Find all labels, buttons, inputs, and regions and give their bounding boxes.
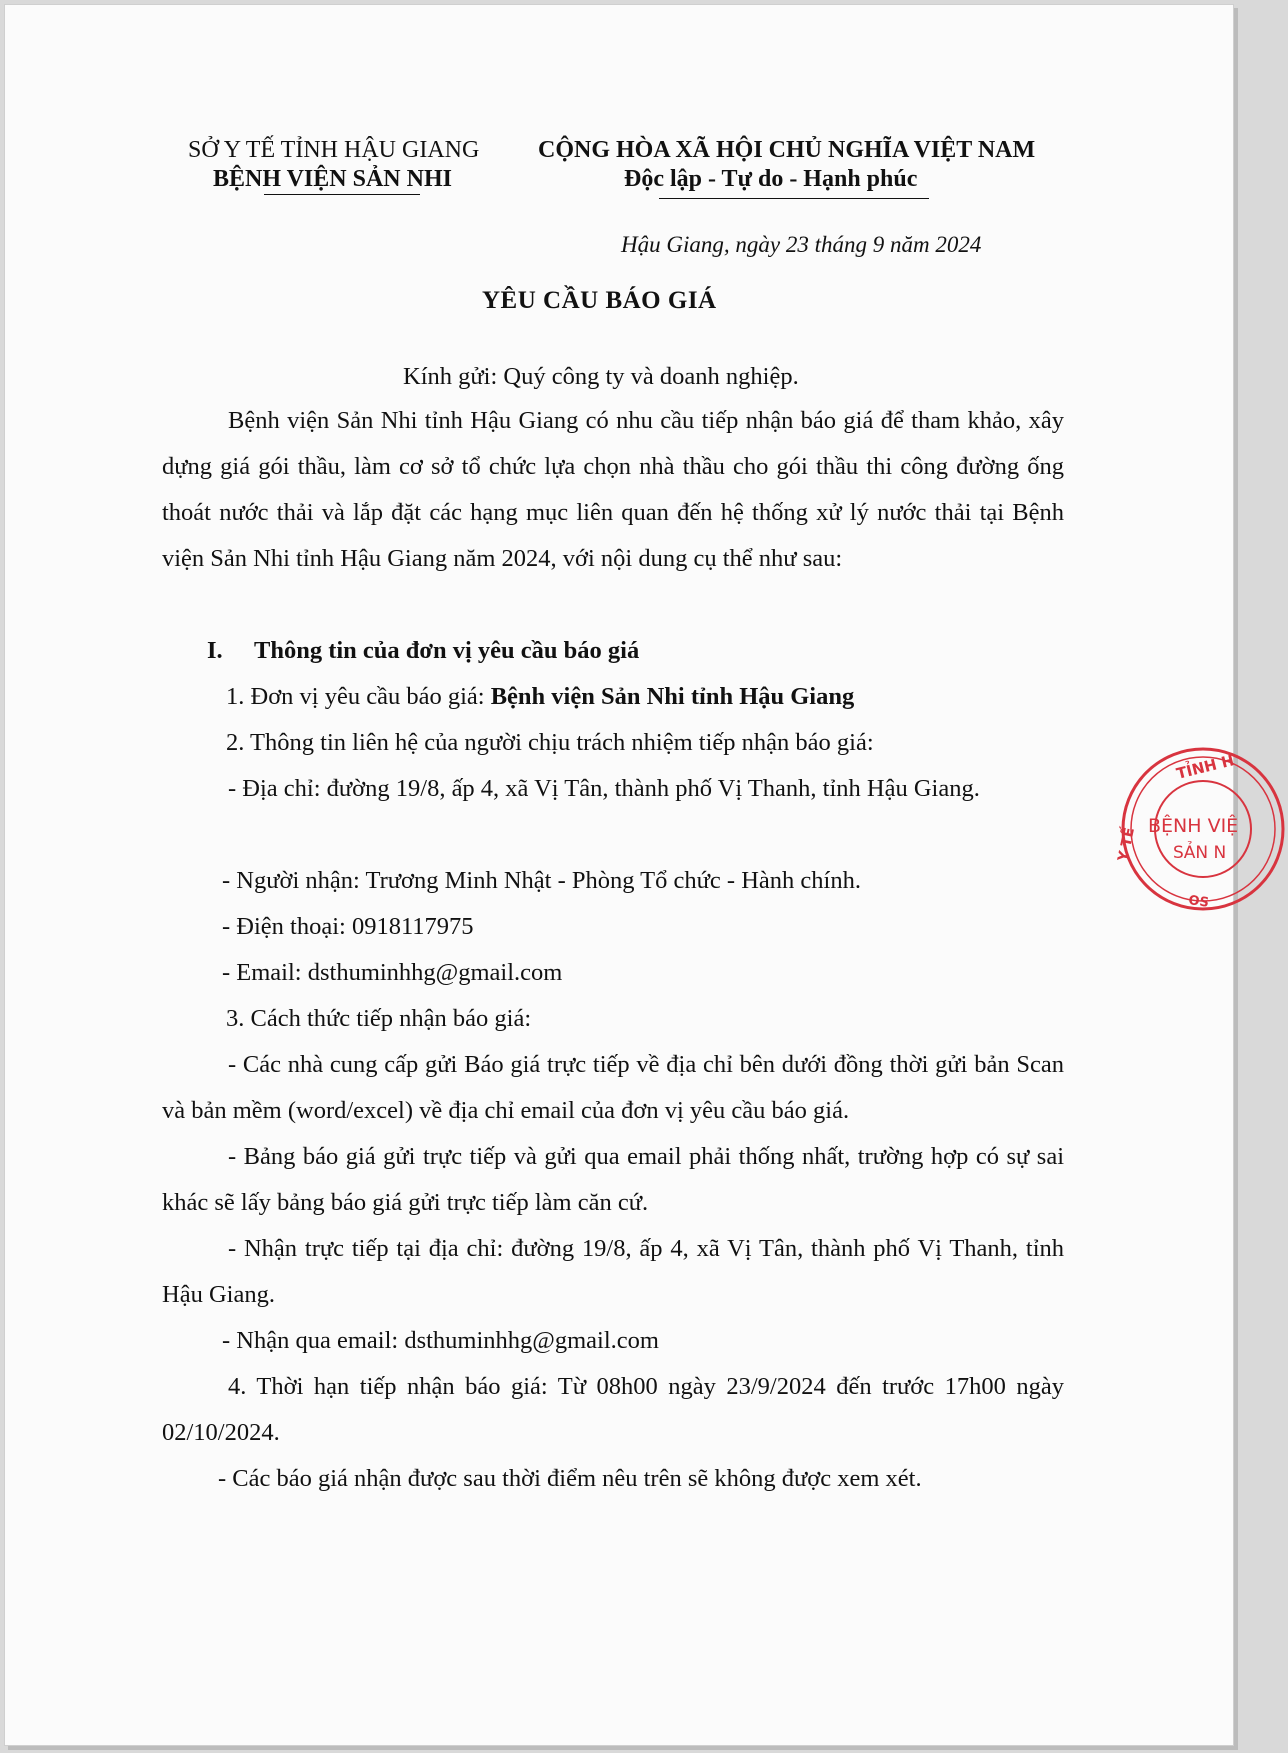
method-consistency: - Bảng báo giá gửi trực tiếp và gửi qua email phải thống nhất, trường hợp có sự sai khác sẽ lấy bảng báo giá gửi trực tiếp làm căn cứ. bbox=[162, 1143, 1064, 1216]
method-direct-address: - Nhận trực tiếp tại địa chỉ: đường 19/8, ấp 4, xã Vị Tân, thành phố Vị Thanh, tỉnh Hậu Giang. bbox=[162, 1235, 1064, 1308]
hospital-name: BỆNH VIỆN SẢN NHI bbox=[213, 166, 452, 192]
hospital-name-underline bbox=[264, 194, 420, 195]
date-line: Hậu Giang, ngày 23 tháng 9 năm 2024 bbox=[621, 232, 982, 257]
motto: Độc lập - Tự do - Hạnh phúc bbox=[624, 166, 918, 192]
document-title: YÊU CẦU BÁO GIÁ bbox=[482, 287, 717, 314]
section-heading: Thông tin của đơn vị yêu cầu báo giá bbox=[254, 637, 640, 664]
item-requesting-unit-value: Bệnh viện Sản Nhi tỉnh Hậu Giang bbox=[490, 683, 855, 710]
intro-paragraph: Bệnh viện Sản Nhi tỉnh Hậu Giang có nhu cầu tiếp nhận báo giá để tham khảo, xây dựng giá gói thầu, làm cơ sở tổ chức lựa chọn nhà thầu cho gói thầu thi công đường ống thoát nước thải và lắp đặt các hạng mục liên quan đến hệ thống xử lý nước thải tại Bệnh viện Sản Nhi tỉnh Hậu Giang năm 2024, với nội dung cụ thể như sau: bbox=[162, 407, 1064, 572]
section-number: I. bbox=[207, 637, 223, 664]
stamp-text-inner1: BỆNH VIỆ bbox=[1148, 815, 1239, 837]
contact-email: - Email: dsthuminhhg@gmail.com bbox=[222, 959, 563, 986]
item-requesting-unit bbox=[226, 674, 854, 720]
motto-underline bbox=[659, 198, 929, 199]
document-page bbox=[4, 4, 1239, 1746]
method-email: - Nhận qua email: dsthuminhhg@gmail.com bbox=[222, 1327, 659, 1354]
item-contact-info: 2. Thông tin liên hệ của người chịu trách nhiệm tiếp nhận báo giá: bbox=[226, 729, 874, 756]
contact-phone: - Điện thoại: 0918117975 bbox=[222, 913, 474, 940]
method-direct-and-email: - Các nhà cung cấp gửi Báo giá trực tiếp về địa chỉ bên dưới đồng thời gửi bản Scan và bản mềm (word/excel) về địa chỉ email của đơn vị yêu cầu báo giá. bbox=[162, 1051, 1064, 1124]
country-name: CỘNG HÒA XÃ HỘI CHỦ NGHĨA VIỆT NAM bbox=[538, 137, 1036, 163]
late-quotes-note: - Các báo giá nhận được sau thời điểm nêu trên sẽ không được xem xét. bbox=[218, 1465, 922, 1492]
stamp-text-top: TỈNH H bbox=[1174, 751, 1236, 783]
contact-address: - Địa chỉ: đường 19/8, ấp 4, xã Vị Tân, thành phố Vị Thanh, tỉnh Hậu Giang. bbox=[228, 775, 980, 802]
contact-receiver: - Người nhận: Trương Minh Nhật - Phòng Tổ chức - Hành chính. bbox=[222, 867, 861, 894]
item-deadline: 4. Thời hạn tiếp nhận báo giá: Từ 08h00 ngày 23/9/2024 đến trước 17h00 ngày 02/10/2024. bbox=[162, 1373, 1064, 1446]
item-receiving-method: 3. Cách thức tiếp nhận báo giá: bbox=[226, 1005, 532, 1032]
hospital-seal-stamp bbox=[1115, 744, 1288, 914]
stamp-text-left: Y TẾ bbox=[1115, 826, 1139, 863]
stamp-text-inner2: SẢN N bbox=[1173, 843, 1227, 863]
item-requesting-unit-label: 1. Đơn vị yêu cầu báo giá: bbox=[226, 683, 491, 710]
stamp-text-bottom: OS bbox=[1187, 893, 1210, 911]
agency-name: SỞ Y TẾ TỈNH HẬU GIANG bbox=[188, 137, 480, 163]
greeting: Kính gửi: Quý công ty và doanh nghiệp. bbox=[403, 363, 799, 390]
